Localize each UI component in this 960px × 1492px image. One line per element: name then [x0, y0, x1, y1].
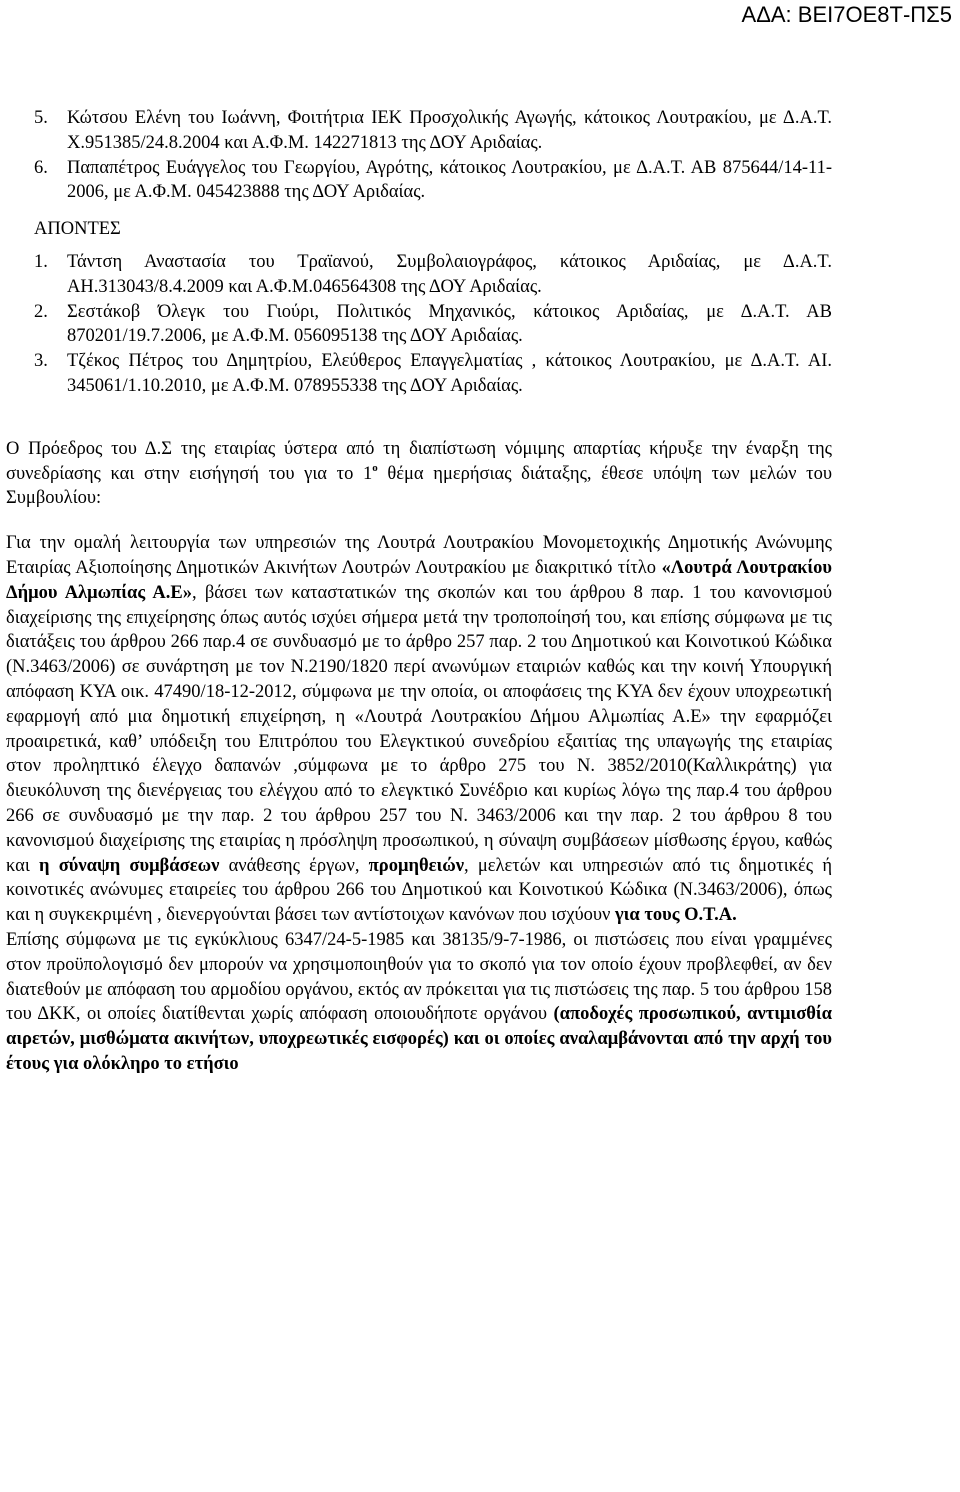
document-page — [6, 106, 832, 1077]
absent-heading: ΑΠΟΝΤΕΣ — [34, 219, 121, 240]
body-text-4: , μελετών και υπηρεσιών από τις δημοτικές ή κοινοτικές ανώνυμες εταιρείες του άρθρου 266 του Δημοτικού και Κοινοτικού Κώδικα (Ν.3463/2006), όπως και η συγκεκριμένη , διενεργούνται βάσει των αντίστοιχων κανόνων που ισχύουν — [6, 855, 832, 926]
present-member-6 — [6, 156, 832, 206]
ada-code: ΑΔΑ: ΒΕΙ7ΟΕ8Τ-ΠΣ5 — [741, 2, 952, 27]
ordinal-superscript: ο — [372, 461, 378, 474]
credits-text: Επίσης σύμφωνα με τις εγκύκλιους 6347/24-5-1985 και 38135/9-7-1986, οι πιστώσεις που είναι γραμμένες στον προϋπολογισμό δεν μπορούν να χρησιμοποιηθούν για το σκοπό για τον οποίο έχουν προβλεφθεί, αν δεν διατεθούν με απόφαση του αρμοδίου οργάνου, εκτός αν πρόκειται για τις πιστώσεις της παρ. 5 του άρθρου 158 του ΔΚΚ, οι οποίες διατίθενται χωρίς απόφαση οποιουδήποτε οργάνου — [6, 929, 832, 1025]
item-text: Τάντση Αναστασία του Τραϊανού, Συμβολαιογράφος, κάτοικος Αριδαίας, με Δ.Α.Τ. ΑΗ.313043/8.4.2009 και Α.Φ.Μ.046564308 της ΔΟΥ Αριδαίας. — [67, 251, 832, 297]
absent-member-2 — [6, 300, 832, 350]
intro-text-b: θέμα ημερήσιας διάταξης, έθεσε υπόψη των μελών του Συμβουλίου: — [6, 463, 832, 509]
intro-paragraph — [6, 437, 832, 511]
present-member-5 — [6, 106, 832, 156]
item-text: Σεστάκοβ Όλεγκ του Γιούρι, Πολιτικός Μηχανικός, κάτοικος Αριδαίας, με Δ.Α.Τ. ΑΒ 870201/19.7.2006, με Α.Φ.Μ. 056095138 της ΔΟΥ Αριδαίας. — [67, 301, 832, 347]
item-text: Παπαπέτρος Ευάγγελος του Γεωργίου, Αγρότης, κάτοικος Λουτρακίου, με Δ.Α.Τ. ΑΒ 875644/14-11-2006, με Α.Φ.Μ. 045423888 της ΔΟΥ Αριδαίας. — [67, 157, 832, 203]
item-number: 2. — [34, 301, 48, 322]
intro-text-a: Ο Πρόεδρος του Δ.Σ της εταιρίας ύστερα από τη διαπίστωση νόμιμης απαρτίας κήρυξε την έναρξη της συνεδρίασης και στην εισήγησή του για το 1 — [6, 438, 832, 484]
absent-member-1 — [6, 250, 832, 300]
absent-member-3 — [6, 349, 832, 399]
body-text-1: Για την ομαλή λειτουργία των υπηρεσιών της Λουτρά Λουτρακίου Μονομετοχικής Δημοτικής Ανώνυμης Εταιρίας Αξιοποίησης Δημοτικών Ακινήτων Λουτρών Λουτρακίου με διακριτικό τίτλο — [6, 533, 832, 578]
body-text-2: , βάσει των καταστατικών της σκοπών και του άρθρου 8 παρ. 1 του κανονισμού διαχείρισης της επιχείρησης όπως αυτός ισχύει σήμερα μετά την τροποποίησή του, και επίσης σύμφωνα με τις διατάξεις του άρθρου 266 παρ.4 σε συνδυασμό με το άρθρο 257 παρ. 2 του Δημοτικού και Κοινοτικού Κώδικα (Ν.3463/2006) σε συνάρτηση με τον Ν.2190/1820 περί ανωνύμων εταιριών καθώς και την κοινή Υπουργική απόφαση ΚΥΑ οικ. 47490/18-12-2012, σύμφωνα με την οποία, οι αποφάσεις της ΚΥΑ δεν έχουν υποχρεωτική εφαρμογή από μια δημοτική επιχείρηση, η «Λουτρά Λουτρακίου Δήμου Αλμωπίας Α.Ε» την εφαρμόζει προαιρετικά, καθ’ υπόδειξη του Επιτρόπου του Ελεγκτικού συνεδρίου εξαιτίας της υπαγωγής της εταιρίας στον προληπτικό έλεγχο δαπανών ,σύμφωνα με το άρθρο 275 του Ν. 3852/2010(Καλλικράτης) για διευκόλυνση της διενέργειας του ελέγχου από το ελεγκτικό Συνέδριο και κυρίως λόγω της παρ.4 του άρθρου 266 σε συνδυασμό με την παρ. 2 του άρθρου 257 του Ν. 3463/2006 και την παρ. 2 του άρθρου 8 του κανονισμού διαχείρισης της εταιρίας η πρόσληψη προσωπικού, η σύναψη συμβάσεων μίσθωσης έργου, καθώς και — [6, 582, 832, 876]
supplies-bold: προμηθειών — [368, 855, 465, 876]
ota-bold: για τους Ο.Τ.Α. — [615, 905, 737, 926]
item-text: Τζέκος Πέτρος του Δημητρίου, Ελεύθερος Επαγγελματίας , κάτοικος Λουτρακίου, με Δ.Α.Τ. ΑΙ. 345061/1.10.2010, με Α.Φ.Μ. 078955338 της ΔΟΥ Αριδαίας. — [67, 351, 832, 396]
item-number: 3. — [34, 351, 48, 372]
credits-bold: (αποδοχές προσωπικού, αντιμισθία αιρετών, μισθώματα ακινήτων, υποχρεωτικές εισφορές) και οι οποίες αναλαμβάνονται από την αρχή του έτους για ολόκληρο το ετήσιο — [6, 1004, 832, 1074]
company-title-bold: «Λουτρά Λουτρακίου Δήμου Αλμωπίας Α.Ε» — [6, 557, 833, 603]
contracts-bold: η σύναψη συμβάσεων — [39, 855, 220, 876]
item-number: 5. — [34, 108, 48, 128]
item-text: Κώτσου Ελένη του Ιωάννη, Φοιτήτρια ΙΕΚ Προσχολικής Αγωγής, κάτοικος Λουτρακίου, με Δ.Α.Τ. Χ.951385/24.8.2004 και Α.Φ.Μ. 142271813 της ΔΟΥ Αριδαίας. — [67, 108, 832, 153]
body-text-3: ανάθεσης έργων, — [219, 855, 369, 876]
credits-paragraph — [6, 928, 832, 1077]
item-number: 1. — [34, 251, 48, 272]
item-number: 6. — [34, 157, 48, 178]
body-paragraph — [6, 531, 832, 928]
